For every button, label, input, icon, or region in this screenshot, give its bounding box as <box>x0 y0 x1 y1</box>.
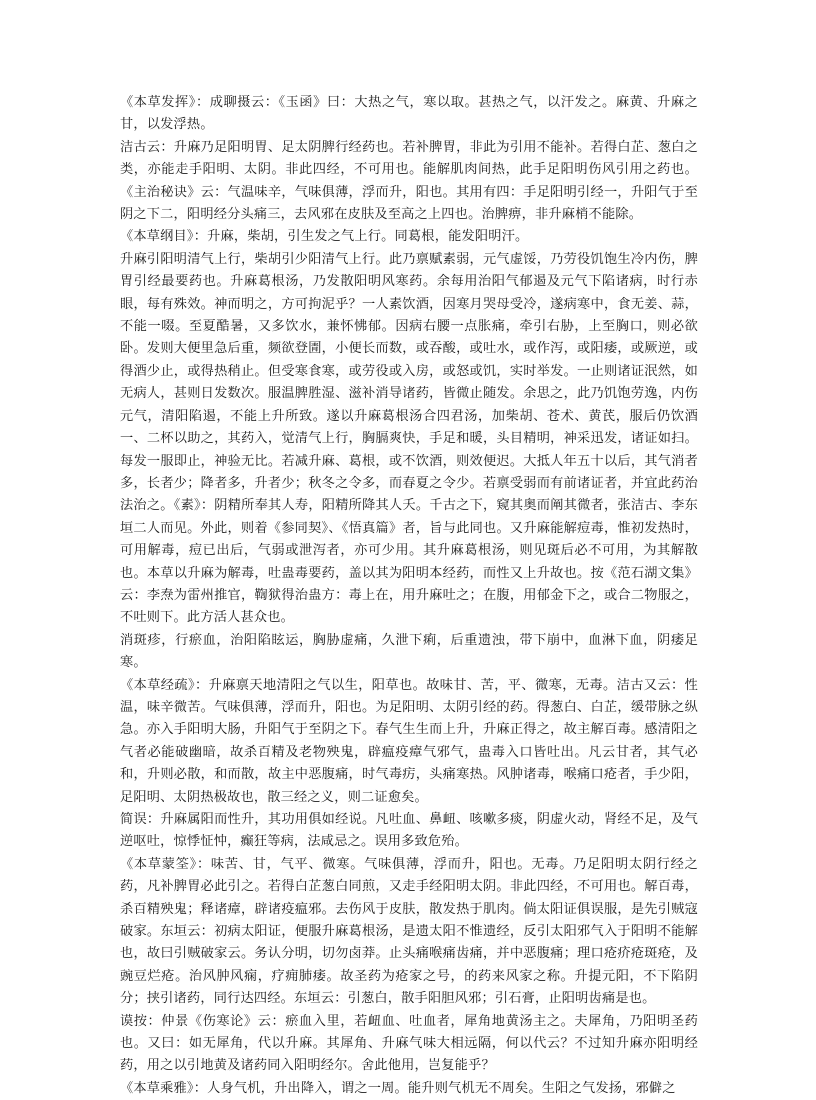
document-page <box>120 92 698 1100</box>
paragraph-xiaoban: 消斑疹，行瘀血，治阳陷眩运，胸胁虚痛，久泄下痢，后重遗浊，带下崩中，血淋下血，阴痿足寒。 <box>120 632 698 671</box>
paragraph-jianwu: 简误：升麻属阳而性升，其功用俱如经说。凡吐血、鼻衄、咳嗽多痰，阴虚火动，肾经不足，及气逆呕吐，惊悸怔忡，癫狂等病，法咸忌之。误用多致危殆。 <box>120 812 698 850</box>
paragraph-jiegu: 洁古云：升麻乃足阳明胃、足太阴脾行经药也。若补脾胃，非此为引用不能补。若得白芷、葱白之类，亦能走手阳明、太阴。非此四经，不可用也。能解肌肉间热，此手足阳明伤风引用之药也。《主治秘诀》云：气温味辛，气味俱薄，浮而升，阳也。其用有四：手足阳明引经一，升阳气于至阴之下二，阳明经分头痛三，去风邪在皮肤及至高之上四也。治脾痹，非升麻梢不能除。 <box>120 139 698 223</box>
paragraph-bencao-mengquan: 《本草蒙筌》：味苦、甘，气平、微寒。气味俱薄，浮而升，阳也。无毒。乃足阳明太阴行经之药，凡补脾胃必此引之。若得白芷葱白同煎，又走手经阳明太阴。非此四经，不可用也。解百毒，杀百精殃鬼；释诸瘴，辟诸疫瘟邪。去伤风于皮肤，散发热于肌肉。倘太阳证俱误服，是先引贼寇破家。东垣云：初病太阳证，便服升麻葛根汤，是遗太阳不惟遗经，反引太阳邪气入于阳明不能解也，故曰引贼破家云。务认分明，切勿卤莽。止头痛喉痛齿痛，并中恶腹痛；理口疮疥疮斑疮，及豌豆烂疮。治风肿风痫，疗痈肺痿。故圣药为疮家之号，的药来风家之称。升提元阳，不下陷阴分；挟引诸药，同行达四经。东垣云：引葱白，散手阳胆风邪；引石膏，止阳明齿痛是也。 <box>120 856 698 1007</box>
paragraph-bencao-fahui: 《本草发挥》：成聊摄云：《玉函》曰：大热之气，寒以取。甚热之气，以汗发之。麻黄、升麻之甘，以发浮热。 <box>120 95 698 133</box>
paragraph-bencao-gangmu: 《本草纲目》：升麻，柴胡，引生发之气上行。同葛根，能发阳明汗。 <box>120 229 529 245</box>
paragraph-bencao-chengya: 《本草乘雅》：人身气机，升出降入，谓之一周。能升则气机无不周矣。生阳之气发扬，邪僻之 <box>120 1080 676 1096</box>
paragraph-shengma-commentary: 升麻引阳明清气上行，柴胡引少阳清气上行。此乃禀赋素弱，元气虚馁，乃劳役饥饱生冷内伤，脾胃引经最要药也。升麻葛根汤，乃发散阳明风寒药。余每用治阳气郁遏及元气下陷诸病，时行赤眼，每有殊效。神而明之，方可拘泥乎？一人素饮酒，因寒月哭母受冷，遂病寒中，食无姜、蒜，不能一啜。至夏酷暑，又多饮水，兼怀怫郁。因病右腰一点胀痛，牵引右胁，上至胸口，则必欲卧。发则大便里急后重，频欲登圊，小便长而数，或吞酸，或吐水，或作泻，或阳痿，或厥逆，或得酒少止，或得热稍止。但受寒食寒，或劳役或入房，或怒或饥，实时举发。一止则诸证泯然，如无病人，甚则日发数次。服温脾胜湿、滋补消导诸药，皆微止随发。余思之，此乃饥饱劳逸，内伤元气，清阳陷遏，不能上升所致。遂以升麻葛根汤合四君汤，加柴胡、苍术、黄芪，服后仍饮酒一、二杯以助之，其药入，觉清气上行，胸膈爽快，手足和暖，头目精明，神采迅发，诸证如扫。每发一服即止，神验无比。若减升麻、葛根，或不饮酒，则效便迟。大抵人年五十以后，其气消者多，长者少；降者多，升者少；秋冬之令多，而春夏之令少。若禀受弱而有前诸证者，并宜此药治法治之。《素》：阴精所奉其人寿，阳精所降其人夭。千古之下，窥其奥而阐其微者，张洁古、李东垣二人而见。外此，则着《参同契》、《悟真篇》者，旨与此同也。又升麻能解痘毒，惟初发热时，可用解毒，痘已出后，气弱或泄泻者，亦可少用。其升麻葛根汤，则见斑后必不可用，为其解散也。本草以升麻为解毒，吐蛊毒要药，盖以其为阳明本经药，而性又上升故也。按《范石湖文集》云：李焘为雷州推官，鞫狱得治蛊方：毒上在，用升麻吐之；在腹，用郁金下之，或合二物服之，不吐则下。此方活人甚众也。 <box>120 251 698 626</box>
paragraph-bencao-jingshu: 《本草经疏》：升麻禀天地清阳之气以生，阳草也。故味甘、苦，平、微寒，无毒。洁古又云：性温，味辛微苦。气味俱薄，浮而升，阳也。为足阳明、太阴引经的药。得葱白、白芷，缓带脉之纵急。亦入手阳明大肠，升阳气于至阴之下。春气生生而上升，升麻正得之，故主解百毒。感清阳之气者必能破幽暗，故杀百精及老物殃鬼，辟瘟疫瘴气邪气，蛊毒入口皆吐出。凡云甘者，其气必和，升则必散，和而散，故主中恶腹痛，时气毒疠，头痛寒热。风肿诸毒，喉痛口疮者，手少阳，足阳明、太阴热极故也，散三经之义，则二证愈矣。 <box>120 677 698 805</box>
paragraph-moan: 谟按：仲景《伤寒论》云：瘀血入里，若衄血、吐血者，犀角地黄汤主之。夫犀角，乃阳明圣药也。又曰：如无犀角，代以升麻。其犀角、升麻气味大相远隔，何以代云？不过知升麻亦阳明经药，用之以引地黄及诸药同入阳明经尔。舍此他用，岂复能乎？ <box>120 1013 698 1074</box>
